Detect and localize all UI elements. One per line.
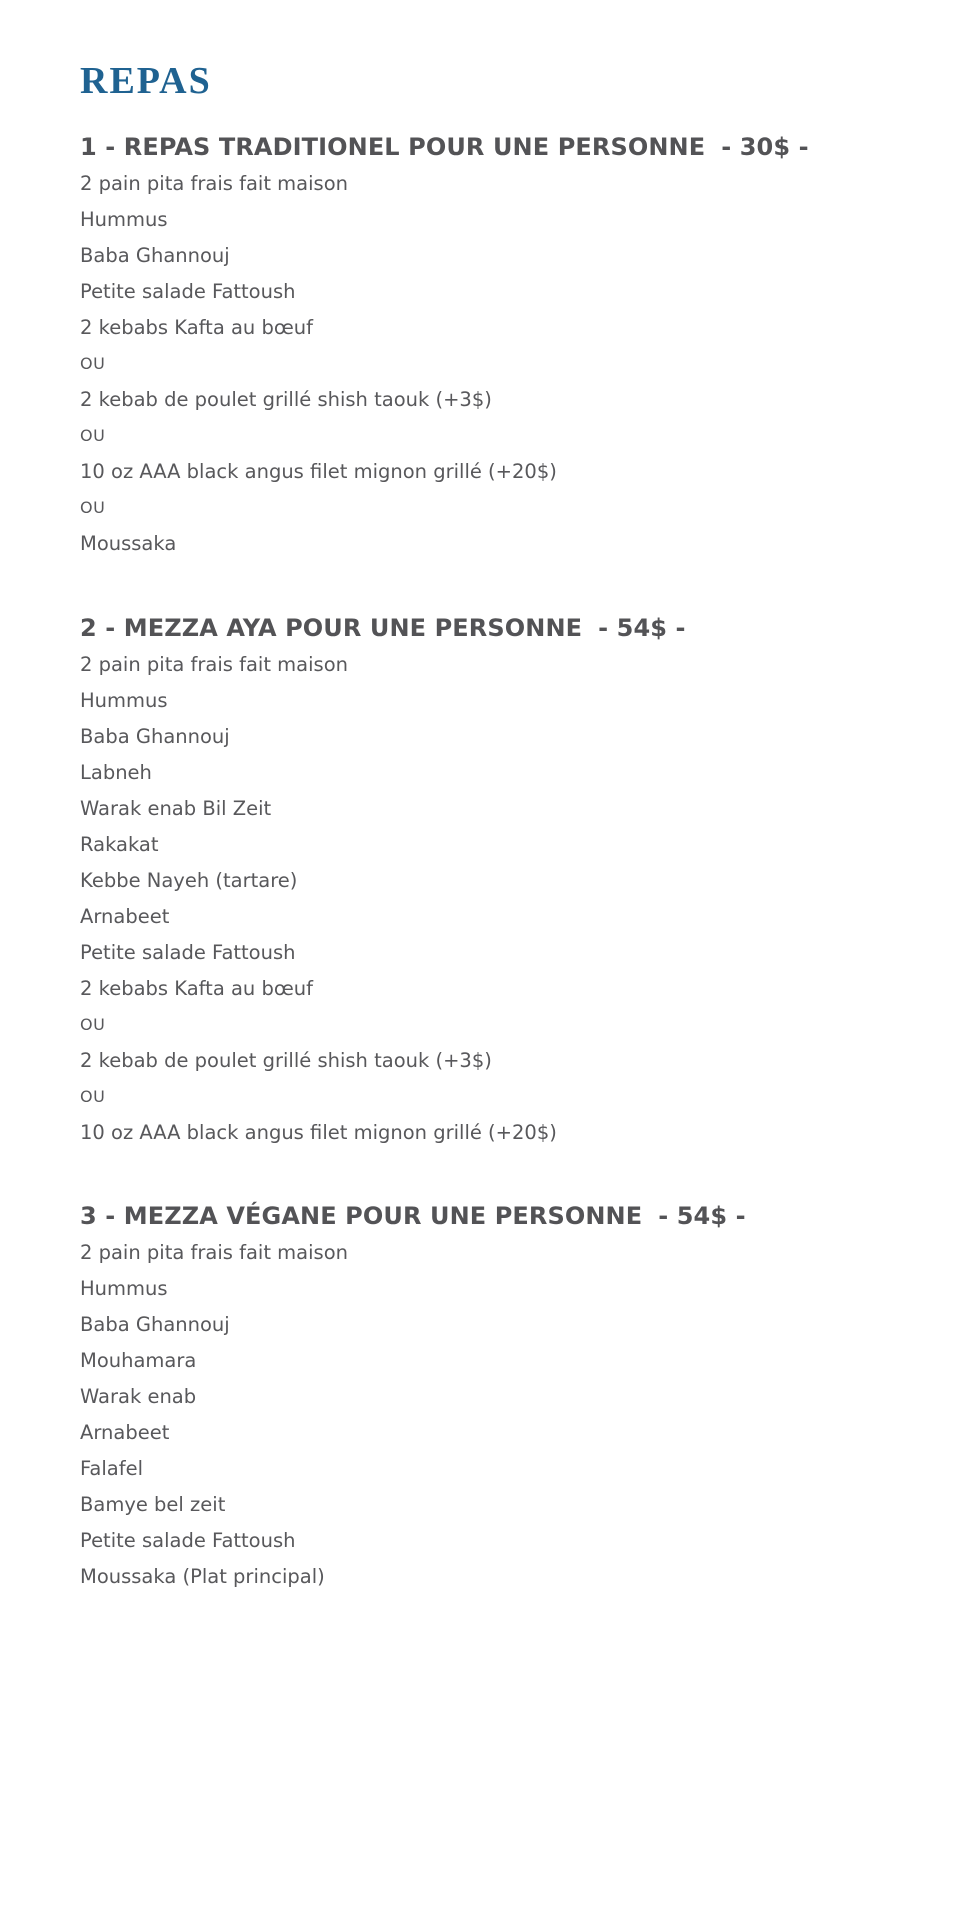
section-heading <box>80 128 900 166</box>
menu-item: Hummus <box>80 689 168 712</box>
menu-item: Labneh <box>80 761 152 784</box>
menu-item: Warak enab Bil Zeit <box>80 797 272 820</box>
menu-item: 2 pain pita frais fait maison <box>80 653 348 676</box>
page-title: REPAS <box>80 60 212 102</box>
section-heading-title: 3 - MEZZA VÉGANE POUR UNE PERSONNE <box>80 1202 643 1230</box>
menu-item: Arnabeet <box>80 905 170 928</box>
menu-item: 10 oz AAA black angus filet mignon grillé (+20$) <box>80 1121 557 1144</box>
or-separator: OU <box>80 354 106 373</box>
menu-item-list <box>80 166 900 562</box>
menu-item: 2 kebabs Kafta au bœuf <box>80 977 314 1000</box>
section-heading <box>80 1197 900 1235</box>
or-separator: OU <box>80 1087 106 1106</box>
menu-item: Kebbe Nayeh (tartare) <box>80 869 298 892</box>
section-price: - 54$ - <box>598 614 686 642</box>
menu-item: Baba Ghannouj <box>80 725 230 748</box>
menu-item: Baba Ghannouj <box>80 1313 230 1336</box>
menu-item: Rakakat <box>80 833 159 856</box>
or-separator: OU <box>80 498 106 517</box>
menu-item: Warak enab <box>80 1385 197 1408</box>
or-separator: OU <box>80 426 106 445</box>
menu-item: 2 pain pita frais fait maison <box>80 172 348 195</box>
menu-section <box>80 128 900 562</box>
menu-item: Moussaka (Plat principal) <box>80 1565 325 1588</box>
menu-item-list <box>80 1235 900 1595</box>
menu-item: Bamye bel zeit <box>80 1493 226 1516</box>
menu-item: 10 oz AAA black angus filet mignon grillé (+20$) <box>80 460 557 483</box>
menu-section <box>80 609 900 1151</box>
menu-item: Moussaka <box>80 532 177 555</box>
menu-item: 2 kebabs Kafta au bœuf <box>80 316 314 339</box>
menu-item: 2 kebab de poulet grillé shish taouk (+3$) <box>80 388 492 411</box>
menu-section <box>80 1197 900 1595</box>
menu-item: Baba Ghannouj <box>80 244 230 267</box>
menu-item: Petite salade Fattoush <box>80 1529 296 1552</box>
section-price: - 54$ - <box>658 1202 746 1230</box>
section-heading-title: 1 - REPAS TRADITIONEL POUR UNE PERSONNE <box>80 133 706 161</box>
or-separator: OU <box>80 1015 106 1034</box>
menu-item: Petite salade Fattoush <box>80 941 296 964</box>
menu-item: Hummus <box>80 208 168 231</box>
menu-item: Hummus <box>80 1277 168 1300</box>
section-price: - 30$ - <box>721 133 809 161</box>
menu-item: Petite salade Fattoush <box>80 280 296 303</box>
section-heading-title: 2 - MEZZA AYA POUR UNE PERSONNE <box>80 614 583 642</box>
menu-item-list <box>80 647 900 1151</box>
menu-item: Falafel <box>80 1457 144 1480</box>
menu-item: 2 kebab de poulet grillé shish taouk (+3$) <box>80 1049 492 1072</box>
menu-item: Mouhamara <box>80 1349 197 1372</box>
section-heading <box>80 609 900 647</box>
menu-item: Arnabeet <box>80 1421 170 1444</box>
menu-item: 2 pain pita frais fait maison <box>80 1241 348 1264</box>
